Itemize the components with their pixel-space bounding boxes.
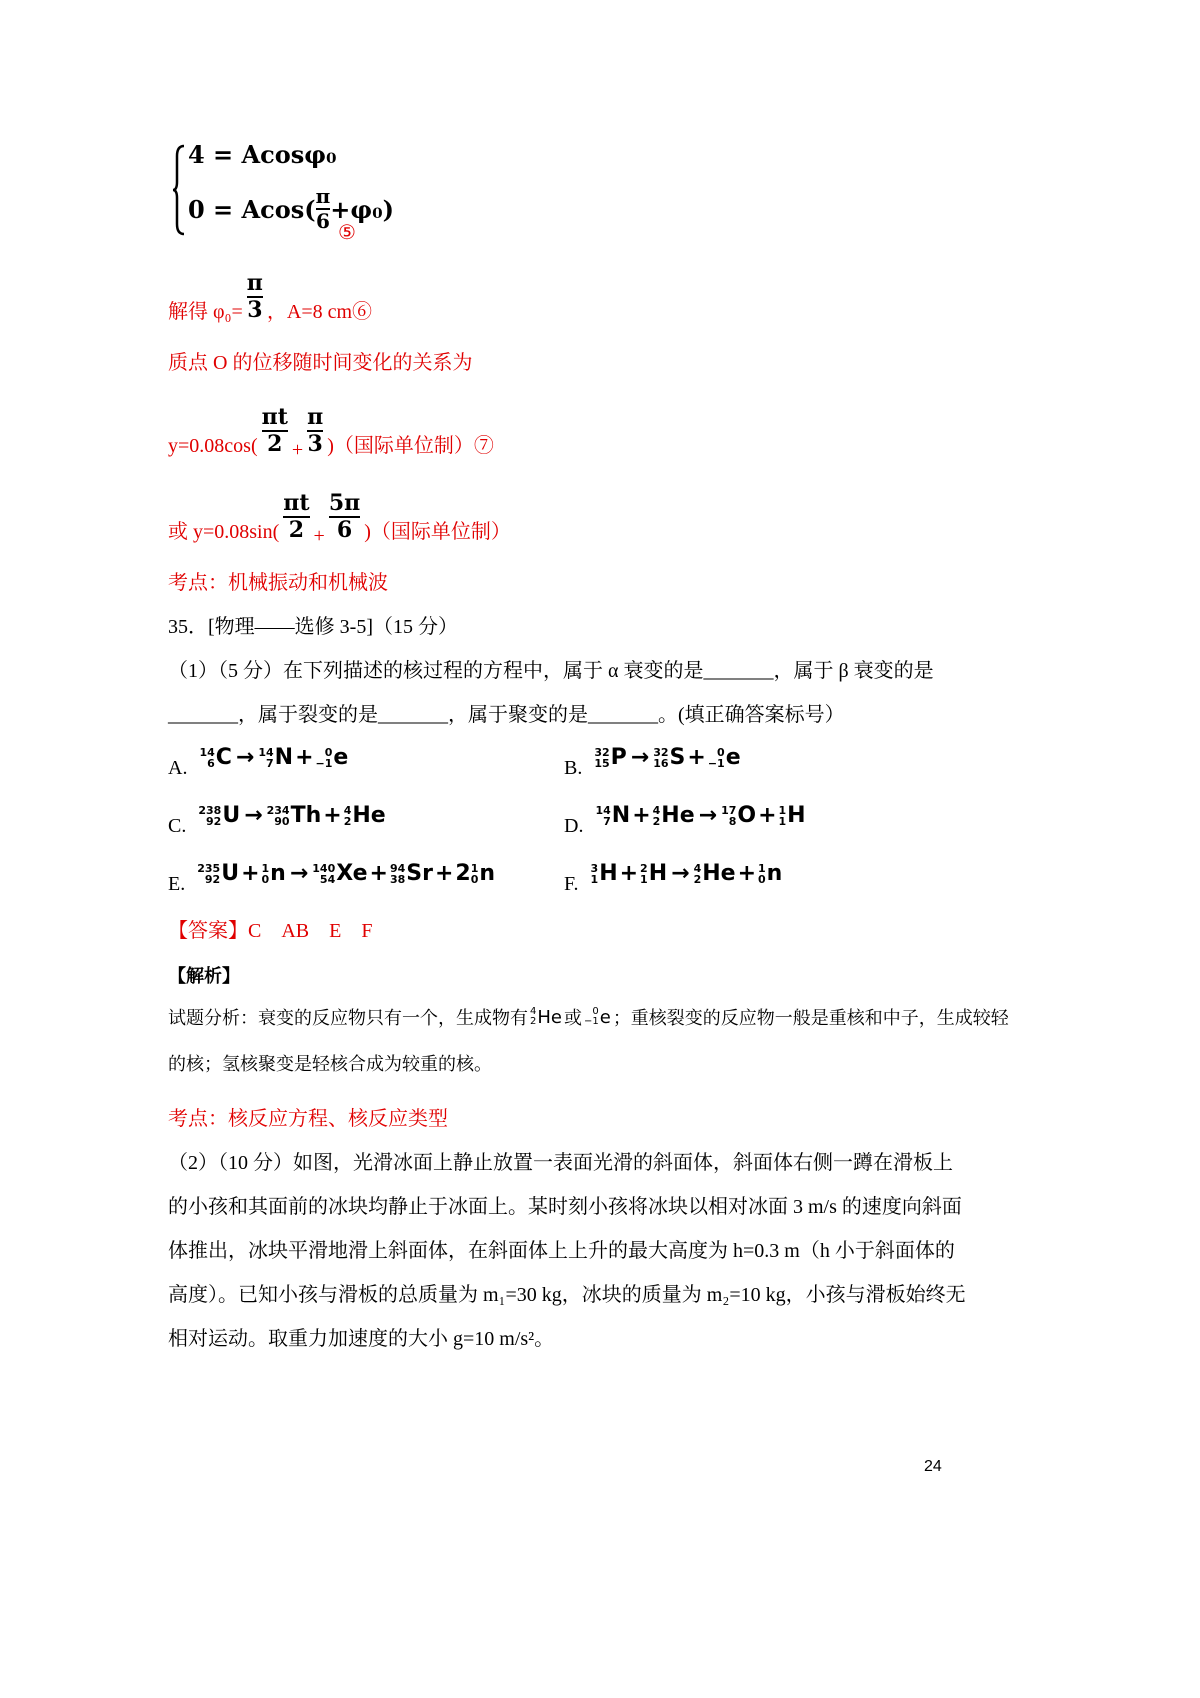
eq8-fraction-1: [283, 489, 310, 543]
eq8-prefix: 或 y=0.08sin(: [168, 521, 280, 543]
eq7-f1-num: πt: [261, 403, 288, 430]
question-2-line-5: 相对运动。取重力加速度的大小 g=10 m/s²。: [168, 1328, 555, 1350]
option-f-letter: F.: [564, 873, 579, 895]
question-2-line-4: 高度）。已知小孩与滑板的总质量为 m₁=30 kg，冰块的质量为 m₂=10 kg，小孩与滑板始终无: [168, 1284, 966, 1306]
option-d: [564, 794, 806, 838]
option-c: [168, 794, 386, 838]
electron-symbol: 0 −1 e: [583, 1006, 611, 1028]
eq8-plus: +: [313, 525, 325, 547]
eq7-f1-den: 2: [267, 430, 283, 457]
option-a-equation: 14 6 C → 14 7 N + 0 −1 e: [199, 745, 349, 770]
kaodian-2: 考点：核反应方程、核反应类型: [168, 1108, 448, 1130]
solve-fraction: [246, 269, 263, 323]
answer-label: 【答案】: [168, 920, 248, 942]
analysis-line-1-b: 或: [563, 1008, 582, 1029]
option-b: [564, 736, 741, 780]
answer-value: C AB E F: [248, 920, 373, 942]
option-d-equation: 14 7 N + 4 2 He → 17 8 O + 1 1 H: [595, 803, 806, 828]
eq5-line2: [188, 186, 394, 232]
relation-text: 质点 O 的位移随时间变化的关系为: [168, 352, 473, 374]
eq8-f1-num: πt: [283, 489, 310, 516]
solve-frac-num: π: [246, 269, 263, 296]
question-35-title: 35．[物理——选修 3-5]（15 分）: [168, 616, 458, 638]
left-brace: [172, 144, 186, 236]
eq7-plus: +: [291, 439, 304, 461]
eq7-f2-den: 3: [307, 430, 323, 457]
option-b-equation: 32 15 P → 32 16 S + 0 −1 e: [594, 745, 741, 770]
eq8-suffix: )（国际单位制）: [364, 521, 511, 543]
eq8-f2-num: 5π: [328, 489, 361, 516]
eq8-f1-den: 2: [288, 516, 305, 543]
option-c-letter: C.: [168, 815, 187, 837]
option-e-letter: E.: [168, 873, 186, 895]
helium-symbol: 4 2 He: [530, 1006, 562, 1028]
option-d-letter: D.: [564, 815, 584, 837]
question-1-line-1: （1）（5 分）在下列描述的核过程的方程中，属于 α 衰变的是_______，属于 β 衰变的是: [168, 660, 934, 682]
option-e-equation: 235 92 U + 1 0 n → 140 54 Xe + 94 38 Sr + 2 1 0 n: [197, 861, 496, 886]
question-2-line-1: （2）（10 分）如图，光滑冰面上静止放置一表面光滑的斜面体，斜面体右侧一蹲在滑板上: [168, 1152, 953, 1174]
option-e: [168, 852, 495, 896]
eq7-fraction-1: [261, 403, 288, 457]
option-a: [168, 736, 348, 780]
eq5-frac-num: π: [315, 184, 331, 208]
solve-frac-den: 3: [247, 296, 263, 323]
solve-line: [168, 268, 372, 328]
option-a-letter: A.: [168, 757, 188, 779]
solve-suffix: ，A=8 cm⑥: [266, 301, 373, 323]
option-f: [564, 852, 782, 896]
equation-8: [168, 480, 511, 550]
eq7-f2-num: π: [307, 403, 324, 430]
eq7-fraction-2: [307, 403, 324, 457]
analysis-line-1: [168, 1004, 1009, 1030]
option-c-equation: 238 92 U → 234 90 Th + 4 2 He: [198, 803, 386, 828]
kaodian-1: 考点：机械振动和机械波: [168, 572, 388, 594]
eq5-line1: 4 = Acosφ₀: [188, 140, 337, 169]
option-b-letter: B.: [564, 757, 583, 779]
page-number: 24: [924, 1458, 942, 1475]
eq8-fraction-2: [328, 489, 361, 543]
eq5-marker: ⑤: [338, 222, 356, 244]
option-f-equation: 3 1 H + 2 1 H → 4 2 He + 1 0 n: [590, 861, 783, 886]
equation-7: [168, 394, 494, 464]
answer-line: [168, 914, 372, 943]
eq5-frac-den: 6: [316, 209, 330, 233]
analysis-heading: 【解析】: [168, 966, 240, 987]
eq5-fraction: [316, 186, 331, 232]
solve-prefix: 解得 φ₀=: [168, 301, 243, 323]
eq7-prefix: y=0.08cos(: [168, 435, 258, 457]
question-1-line-2: _______，属于裂变的是_______，属于聚变的是_______。(填正确答案标号）: [168, 704, 845, 726]
analysis-line-1-c: ；重核裂变的反应物一般是重核和中子，生成较轻: [612, 1008, 1009, 1029]
eq7-suffix: )（国际单位制）⑦: [327, 435, 494, 457]
question-2-line-2: 的小孩和其面前的冰块均静止于冰面上。某时刻小孩将冰块以相对冰面 3 m/s 的速度向斜面: [168, 1196, 962, 1218]
eq5-line2-post: +φ₀): [330, 194, 394, 224]
eq5-line2-pre: 0 = Acos(: [188, 194, 316, 224]
eq8-f2-den: 6: [336, 516, 353, 543]
analysis-line-2: 的核；氢核聚变是轻核合成为较重的核。: [168, 1054, 492, 1075]
analysis-line-1-a: 试题分析：衰变的反应物只有一个，生成物有: [168, 1008, 528, 1029]
question-2-line-3: 体推出，冰块平滑地滑上斜面体，在斜面体上上升的最大高度为 h=0.3 m（h 小于斜面体的: [168, 1240, 955, 1262]
